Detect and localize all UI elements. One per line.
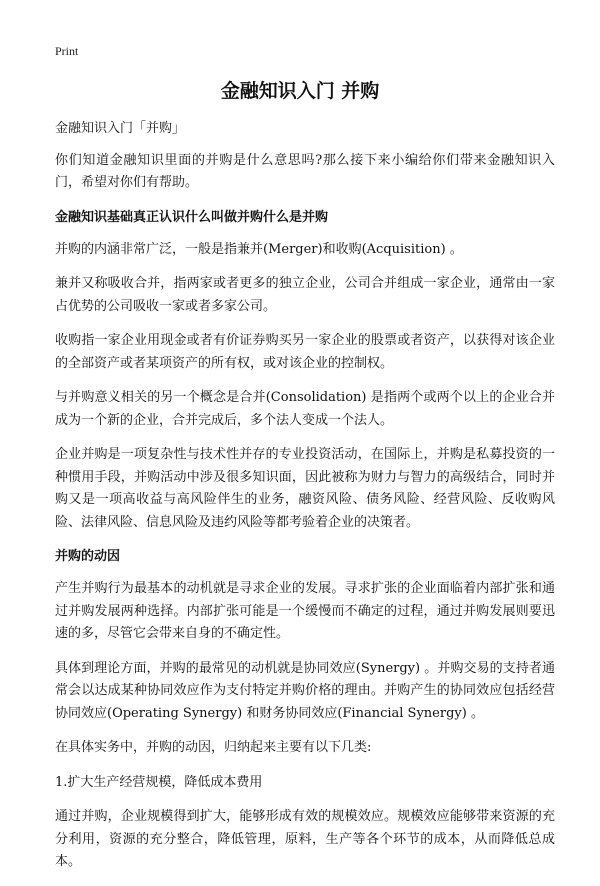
paragraph: 具体到理论方面，并购的最常见的动机就是协同效应(Synergy) 。并购交易的支持者通常会以达成某种协同效应作为支付特定并购价格的理由。并购产生的协同效应包括经营协同效应(Operating Synergy) 和财务协同效应(Financial Synergy) 。 [55,660,555,721]
intro-paragraph: 你们知道金融知识里面的并购是什么意思吗?那么接下来小编给你们带来金融知识入门，希望对你们有帮助。 [55,152,555,190]
paragraph: 产生并购行为最基本的动机就是寻求企业的发展。寻求扩张的企业面临着内部扩张和通过并购发展两种选择。内部扩张可能是一个缓慢而不确定的过程，通过并购发展则要迅速的多，尽管它会带来自身的不确定性。 [55,581,555,641]
page-title: 金融知识入门 并购 [220,80,380,102]
article-body [55,118,555,886]
list-item-heading: 1.扩大生产经营规模，降低成本费用 [55,774,263,790]
paragraph: 与并购意义相关的另一个概念是合并(Consolidation) 是指两个或两个以上的企业合并成为一个新的企业，合并完成后，多个法人变成一个法人。 [55,390,555,428]
paragraph: 兼并又称吸收合并，指两家或者更多的独立企业，公司合并组成一家企业，通常由一家占优势的公司吸收一家或者多家公司。 [55,276,555,314]
paragraph: 并购的内涵非常广泛，一般是指兼并(Merger)和收购(Acquisition) 。 [55,241,463,257]
paragraph: 通过并购，企业规模得到扩大，能够形成有效的规模效应。规模效应能够带来资源的充分利用，资源的充分整合，降低管理，原料，生产等各个环节的成本，从而降低总成本。 [55,809,555,869]
section-heading-motives: 并购的动因 [55,549,121,564]
paragraph: 收购指一家企业用现金或者有价证券购买另一家企业的股票或者资产，以获得对该企业的全部资产或者某项资产的所有权，或对该企业的控制权。 [55,333,555,371]
print-link[interactable]: Print [55,44,79,58]
paragraph: 在具体实务中，并购的动因，归纳起来主要有以下几类: [55,740,372,755]
paragraph: 企业并购是一项复杂性与技术性并存的专业投资活动，在国际上，并购是私募投资的一种惯用手段，并购活动中涉及很多知识面，因此被称为财力与智力的高级结合，同时并购又是一项高收益与高风险伴生的业务，融资风险、债务风险、经营风险、反收购风险、法律风险、信息风险及违约风险等都考验着企业的决策者。 [55,447,555,530]
section-heading-what-is-mna: 金融知识基础真正认识什么叫做并购什么是并购 [55,209,329,225]
intro-label: 金融知识入门「并购」 [55,121,186,136]
